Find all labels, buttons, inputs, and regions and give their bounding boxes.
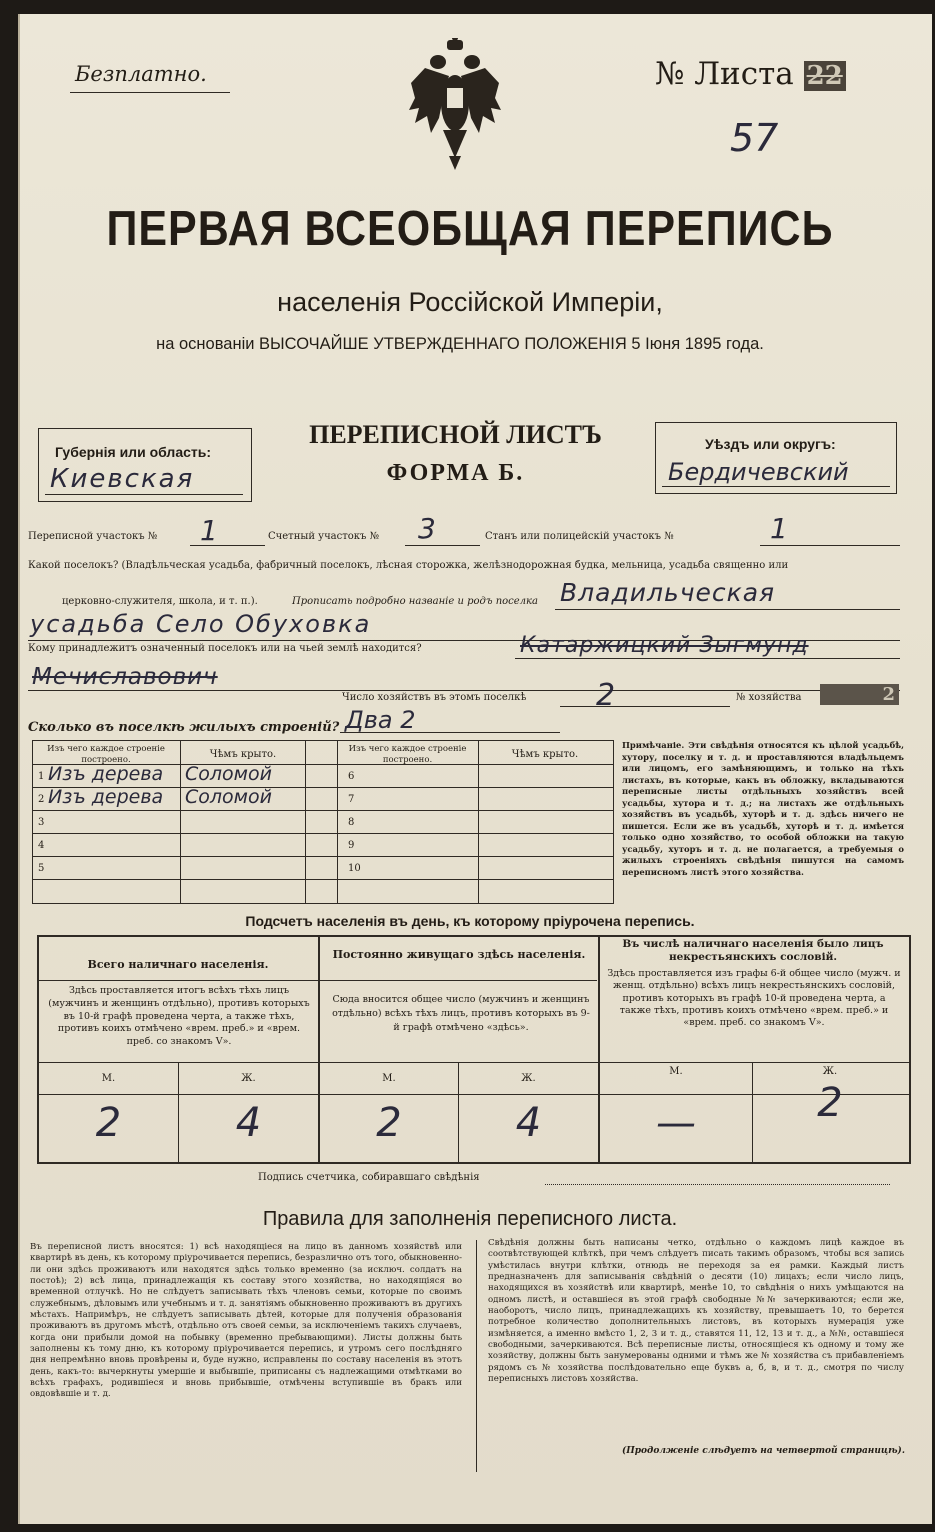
total-pop-text: Здѣсь проставляется итогъ всѣхъ тѣхъ лицъ (мужчинъ и женщинъ отдѣльно), противъ которыхъ въ 10-й графѣ проведена черта, а также тѣхъ, противъ коихъ отмѣчено «врем. преб.» и «врем. преб. со знакомъ V». <box>48 985 310 1048</box>
census-subtitle: населенія Россійской Имперіи, <box>277 287 663 317</box>
free-label: Безплатно. <box>75 62 207 86</box>
note-text: Эти свѣдѣнія относятся къ цѣлой усадьбѣ, хутору, поселку и т. д. и проставляются владѣльцемъ или лицомъ, его замѣняющимъ, и только на тѣхъ листахъ, въ которые, какъ въ обложку, вкладываются переписные листы отдѣльныхъ хозяйствъ всей усадьбы, хутора и т. д.; на листахъ же отдѣльныхъ хозяйствъ въ усадьбѣ, хуторѣ и т. д. здѣсь ничего не пишется. Если же въ усадьбѣ, хуторѣ и т. д. имѣется только одно хозяйство, то особой обложки на такую усадьбу, хуторъ и т. д. не полагается, а требуемыя о жилыхъ строеніяхъ свѣдѣнія пишутся на самомъ переписномъ листѣ этого хозяйства. <box>622 740 905 877</box>
sheet-number-label: № Листа 22 <box>655 56 846 92</box>
building-roof-value: Соломой <box>185 786 272 808</box>
gubernia-value: Киевская <box>50 464 195 494</box>
building-row-number: 3 <box>38 817 45 828</box>
total-pop-title: Всего наличнаго населенія. <box>87 958 269 971</box>
permanent-m-header: М. <box>382 1073 396 1084</box>
settlement-value-1: Владильческая <box>560 578 776 607</box>
owner-value-2: Мечиславович <box>32 664 218 690</box>
sheet-number-struck: 22 <box>804 61 846 91</box>
form-title: ПЕРЕПИСНОЙ ЛИСТЪ <box>309 420 602 449</box>
form-name: ФОРМА Б. <box>386 460 525 486</box>
nonpeasant-f-value: 2 <box>817 1080 843 1126</box>
settlement-value-2: усадьба Село Обуховка <box>30 610 372 638</box>
census-district-label: Переписной участокъ № <box>28 531 158 542</box>
settlement-question: Какой поселокъ? (Владѣльческая усадьба, фабричный поселокъ, лѣсная сторожка, желѣзнодорожная будка, мельница, усадьба священно или <box>28 560 789 571</box>
building-row-number: 10 <box>348 863 361 874</box>
material-header-right: Изъ чего каждое строеніе построено. <box>348 744 467 765</box>
permanent-f-value: 4 <box>515 1100 542 1146</box>
total-m-value: 2 <box>95 1100 122 1146</box>
note-lead: Примѣчаніе. <box>622 740 685 750</box>
building-row-number: 8 <box>348 817 355 828</box>
count-district-value: 3 <box>418 512 436 545</box>
nonpeasant-title: Въ числѣ наличнаго населенія было лицъ некрестьянскихъ сословій. <box>622 938 884 964</box>
total-m-header: М. <box>101 1073 116 1084</box>
building-row-number: 5 <box>38 863 45 874</box>
rules-left-column: Въ переписной листъ вносятся: 1) всѣ находящіеся на лицо въ данномъ хозяйствѣ или квартирѣ въ день, къ которому пріурочивается перепись, безразлично отъ того, обыкновенно-ли они здѣсь проживаютъ или находятся здѣсь только временно (за исключ. солдатъ на постоѣ); 2) всѣ лица, принадлежащія къ составу этого хозяйства, но находящіяся во временной отлучкѣ. Но не слѣдуетъ записывать тѣхъ членовъ семьи, которые по своимъ служебнымъ, дѣловымъ или учебнымъ и т. д. занятіямъ обыкновенно проживаютъ въ другихъ мѣстахъ. Напримѣръ, не слѣдуетъ записывать дѣтей, которые для полученія образованія проживаютъ въ другомъ мѣстѣ, отдѣльно отъ своей семьи, за исключеніемъ такихъ случаевъ, когда они прибыли домой на побывку (временно пребывающими). Листы должны быть заполнены къ тому дню, къ которому пріурочивается перепись, и утромъ сего послѣдняго дня непремѣнно вновь провѣрены и, буде нужно, исправлены по составу населенія въ этотъ день, какъ-то: вычеркнуты умершіе и выбывшіе, приписаны съ надлежащими отмѣтками во всѣхъ графахъ, родившіеся и вновь прибывшіе, отмѣчены вступившіе въ бракъ или овдовѣвшіе и т. д. <box>30 1242 462 1400</box>
rules-right-column: Свѣдѣнія должны быть написаны четко, отдѣльно о каждомъ лицѣ каждое въ соотвѣтствующей клѣткѣ, при чемъ слѣдуетъ писать такимъ образомъ, чтобы вся запись умѣстилась внутри клѣтки, отнюдь не переходя за ея рамки. Каждый листъ предназначенъ для записыванія свѣдѣній о десяти (10) лицахъ; если число лицъ, находящихся въ хозяйствѣ или квартирѣ, менѣе 10, то свѣдѣнія о нихъ умѣщаются на одномъ листѣ, и оставшіеся въ этой графѣ свободные №№ зачеркиваются; если же, наоборотъ, число лицъ, принадлежащихъ къ хозяйству, превышаетъ 10, то берется потребное количество дополнительныхъ листовъ, въ которыхъ нумерація уже измѣняется, а именно вмѣсто 1, 2, 3 и т. д., ставятся 11, 12, 13 и т. д., а №№, оставшіеся свободными, зачеркиваются. Всѣ переписные листы, относящіеся къ одному и тому же хозяйству, должны быть занумерованы одними и тѣмъ же № хозяйства съ прибавленіемъ рядомъ съ № хозяйства послѣдовательно еще буквъ а, б, в, и т. д., смотря по числу переписныхъ листовъ хозяйства. <box>488 1238 904 1385</box>
stan-value: 1 <box>770 512 788 545</box>
uezd-value: Бердичевский <box>668 458 849 486</box>
material-header-left: Изъ чего каждое строеніе построено. <box>47 744 165 765</box>
rules-title: Правила для заполненія переписного листа. <box>262 1208 678 1230</box>
nonpeasant-m-header: М. <box>669 1066 683 1077</box>
permanent-pop-text: Сюда вносится общее число (мужчинъ и женщинъ отдѣльно) всѣхъ тѣхъ лицъ, противъ которыхъ въ 9-й графѣ отмѣчено «здѣсь». <box>332 994 590 1033</box>
household-count-label: Число хозяйствъ въ этомъ поселкѣ <box>342 692 527 703</box>
owner-question: Кому принадлежитъ означенный поселокъ или на чьей землѣ находится? <box>28 643 422 654</box>
building-row-number: 1 <box>38 771 45 782</box>
building-material-value: Изъ дерева <box>48 786 164 808</box>
gubernia-label: Губернія или область: <box>55 444 212 460</box>
nonpeasant-f-header: Ж. <box>822 1066 838 1077</box>
uezd-label: Уѣздъ или округъ: <box>705 436 836 452</box>
household-number-label: № хозяйства <box>736 692 802 703</box>
building-row-number: 7 <box>348 794 355 805</box>
roof-header-right: Чѣмъ крыто. <box>511 749 579 760</box>
household-count-value: 2 <box>596 678 616 713</box>
building-material-value: Изъ дерева <box>48 763 164 785</box>
building-row-number: 4 <box>38 840 45 851</box>
roof-header-left: Чѣмъ крыто. <box>209 749 277 760</box>
nonpeasant-text: Здѣсь проставляется изъ графы 6-й общее число (мужч. и женщ. отдѣльно) всѣхъ лицъ некрестьянскихъ сословій, противъ которыхъ въ графѣ 10-й проведена черта, а также тѣхъ, противъ коихъ отмѣчено «врем. преб.» и «врем. преб. со знакомъ V». <box>607 968 901 1029</box>
total-f-value: 4 <box>235 1100 262 1146</box>
building-roof-value: Соломой <box>185 763 272 785</box>
enumerator-signature-label: Подпись счетчика, собиравшаго свѣдѣнія <box>258 1172 480 1183</box>
census-district-value: 1 <box>200 514 218 547</box>
building-row-number: 6 <box>348 771 355 782</box>
count-district-label: Счетный участокъ № <box>268 531 380 542</box>
nonpeasant-m-value: — <box>656 1100 696 1146</box>
buildings-question: Сколько въ поселкѣ жилыхъ строеній? <box>28 720 340 735</box>
double-headed-eagle-icon <box>405 38 505 173</box>
building-row-number: 2 <box>38 794 45 805</box>
buildings-note <box>622 740 904 878</box>
census-basis: на основаніи ВЫСОЧАЙШЕ УТВЕРЖДЕННАГО ПОЛОЖЕНІЯ 5 Іюня 1895 года. <box>156 335 764 353</box>
buildings-value: Два 2 <box>345 706 416 734</box>
census-title: ПЕРВАЯ ВСЕОБЩАЯ ПЕРЕПИСЬ <box>106 201 834 257</box>
sheet-number-handwritten: 57 <box>730 116 779 160</box>
household-number-value: 2 <box>820 684 899 705</box>
settlement-instruction: Прописать подробно названіе и родъ поселка <box>292 596 538 607</box>
permanent-pop-title: Постоянно живущаго здѣсь населенія. <box>332 948 586 961</box>
permanent-m-value: 2 <box>376 1100 402 1146</box>
building-row-number: 9 <box>348 840 355 851</box>
stan-label: Станъ или полицейскій участокъ № <box>485 531 674 542</box>
population-count-title: Подсчетъ населенія въ день, къ которому пріурочена перепись. <box>245 913 695 929</box>
permanent-f-header: Ж. <box>521 1073 536 1084</box>
enumerator-signature-line <box>545 1184 890 1185</box>
owner-value-1: Катаржицкий Зыгмунд <box>520 633 809 658</box>
settlement-question-cont: церковно-служителя, школа, и т. п.). <box>62 596 258 607</box>
total-f-header: Ж. <box>241 1073 256 1084</box>
rules-continued: (Продолженіе слѣдуетъ на четвертой страницѣ). <box>622 1446 905 1456</box>
